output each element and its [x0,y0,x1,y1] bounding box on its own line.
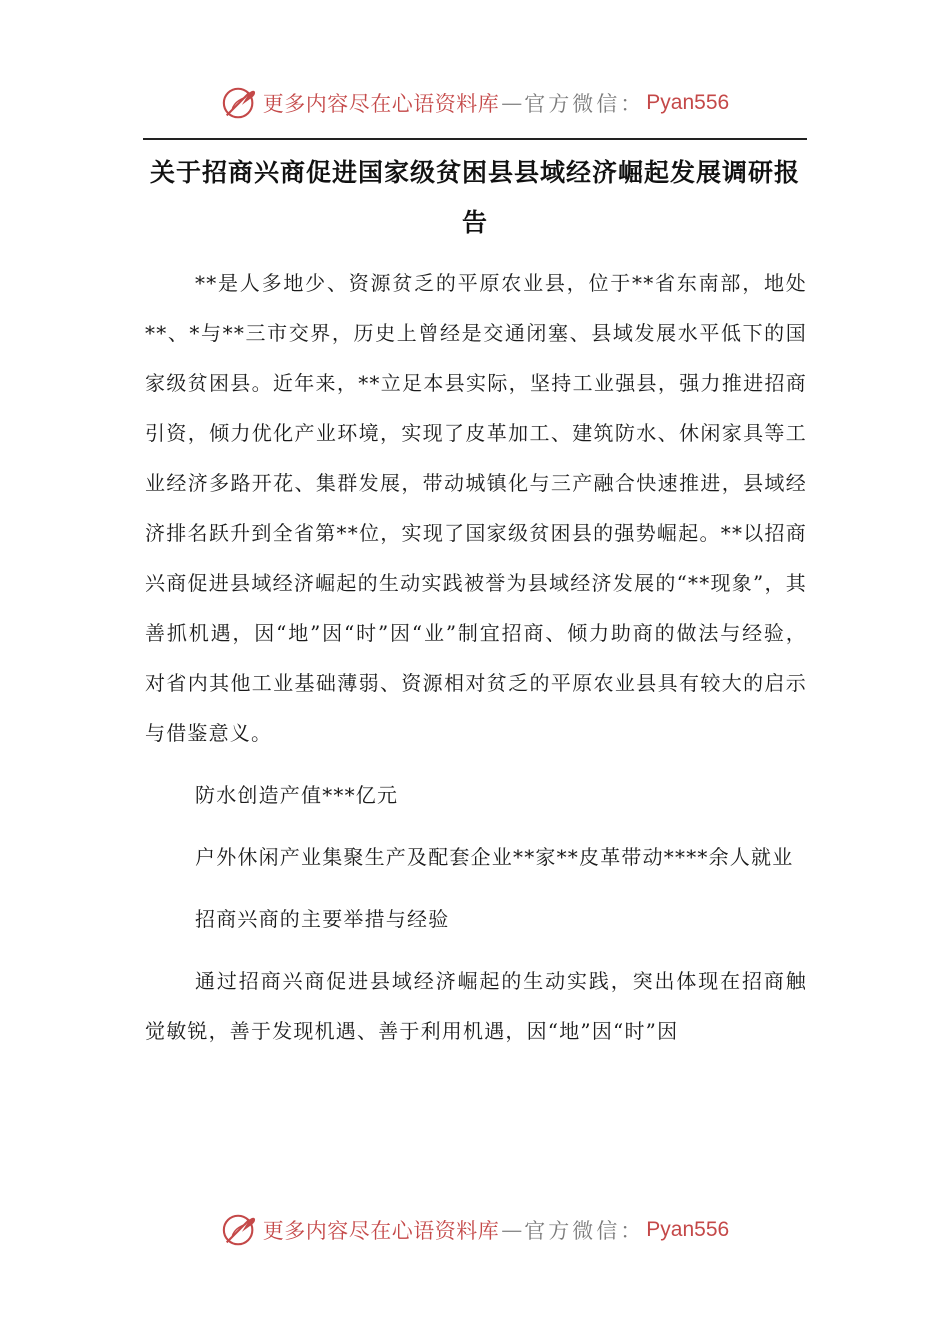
banner-separator: — [501,1218,523,1242]
banner-wechat-id: Pyan556 [646,91,730,114]
body-paragraph: 通过招商兴商促进县域经济崛起的生动实践，突出体现在招商触觉敏锐，善于发现机遇、善于利用机遇，因“地”因“时”因 [145,969,807,1043]
header-banner [0,81,950,125]
banner-official-label: 官方微信： [524,92,645,116]
body-paragraph: 户外休闲产业集聚生产及配套企业**家**皮革带动****余人就业 [195,845,794,869]
banner-text: 更多内容尽在心语资料库 [262,92,500,116]
document-body [145,258,807,1056]
header-divider [143,138,807,140]
banner-official-label: 官方微信： [524,1219,645,1243]
body-paragraph: **是人多地少、资源贫乏的平原农业县，位于**省东南部，地处**、*与**三市交界，历史上曾经是交通闭塞、县域发展水平低下的国家级贫困县。近年来，**立足本县实际，坚持工业强县，强力推进招商引资，倾力优化产业环境，实现了皮革加工、建筑防水、休闲家具等工业经济多路开花、集群发展，带动城镇化与三产融合快速推进，县域经济排名跃升到全省第**位，实现了国家级贫困县的强势崛起。**以招商兴商促进县域经济崛起的生动实践被誉为县域经济发展的“**现象”，其善抓机遇，因“地”因“时”因“业”制宜招商、倾力助商的做法与经验，对省内其他工业基础薄弱、资源相对贫乏的平原农业县具有较大的启示与借鉴意义。 [145,271,807,745]
quill-logo-icon [221,84,259,122]
document-title: 关于招商兴商促进国家级贫困县县域经济崛起发展调研报告 [149,158,800,237]
section-heading: 招商兴商的主要举措与经验 [195,907,450,931]
quill-logo-icon [221,1211,259,1249]
banner-wechat-id: Pyan556 [646,1218,730,1241]
footer-banner [0,1208,950,1252]
body-paragraph: 防水创造产值***亿元 [195,783,399,807]
banner-separator: — [501,91,523,115]
banner-text: 更多内容尽在心语资料库 [262,1219,500,1243]
